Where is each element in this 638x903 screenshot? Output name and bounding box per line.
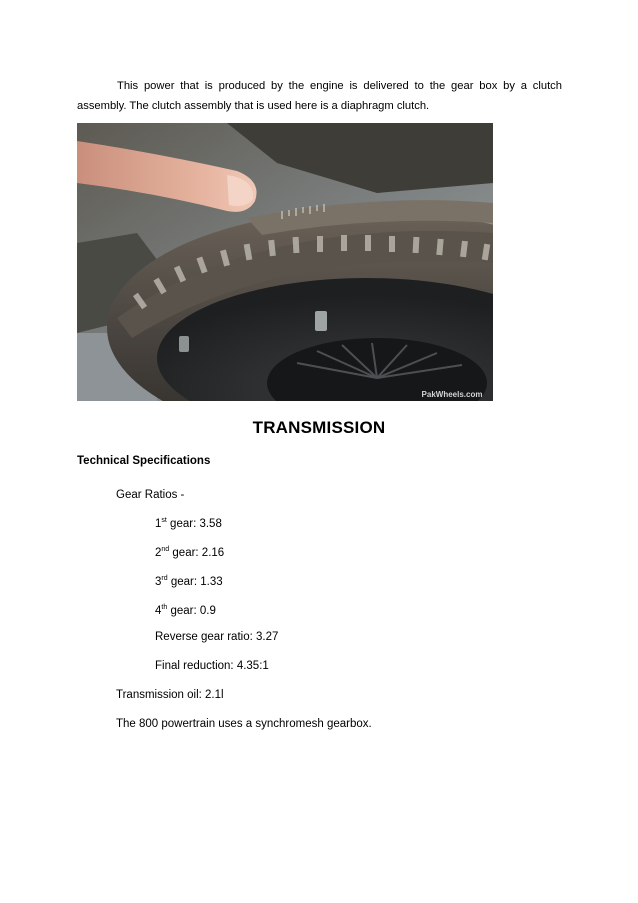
gear-1-line: 1st gear: 3.58 — [155, 517, 222, 530]
gear-ratios-label: Gear Ratios - — [116, 489, 185, 501]
intro-text: This power that is produced by the engine is delivered to the gear box by a clutch assembly. The clutch assembly that is used here is a diaphragm clutch. — [77, 80, 562, 112]
section-subtitle: Technical Specifications — [77, 455, 211, 467]
photo-watermark: PakWheels.com — [421, 390, 483, 399]
gear-2-line: 2nd gear: 2.16 — [155, 546, 225, 559]
reverse-gear-line: Reverse gear ratio: 3.27 — [155, 631, 279, 643]
clutch-photo-graphic — [77, 123, 493, 401]
gear-3-line: 3rd gear: 1.33 — [155, 575, 223, 588]
intro-paragraph — [77, 76, 562, 116]
gearbox-note-line: The 800 powertrain uses a synchromesh gearbox. — [116, 718, 372, 730]
transmission-oil-line: Transmission oil: 2.1l — [116, 689, 224, 701]
gear-4-line: 4th gear: 0.9 — [155, 604, 216, 617]
clutch-photo — [77, 123, 493, 401]
section-title: TRANSMISSION — [252, 418, 386, 437]
final-reduction-line: Final reduction: 4.35:1 — [155, 660, 269, 672]
